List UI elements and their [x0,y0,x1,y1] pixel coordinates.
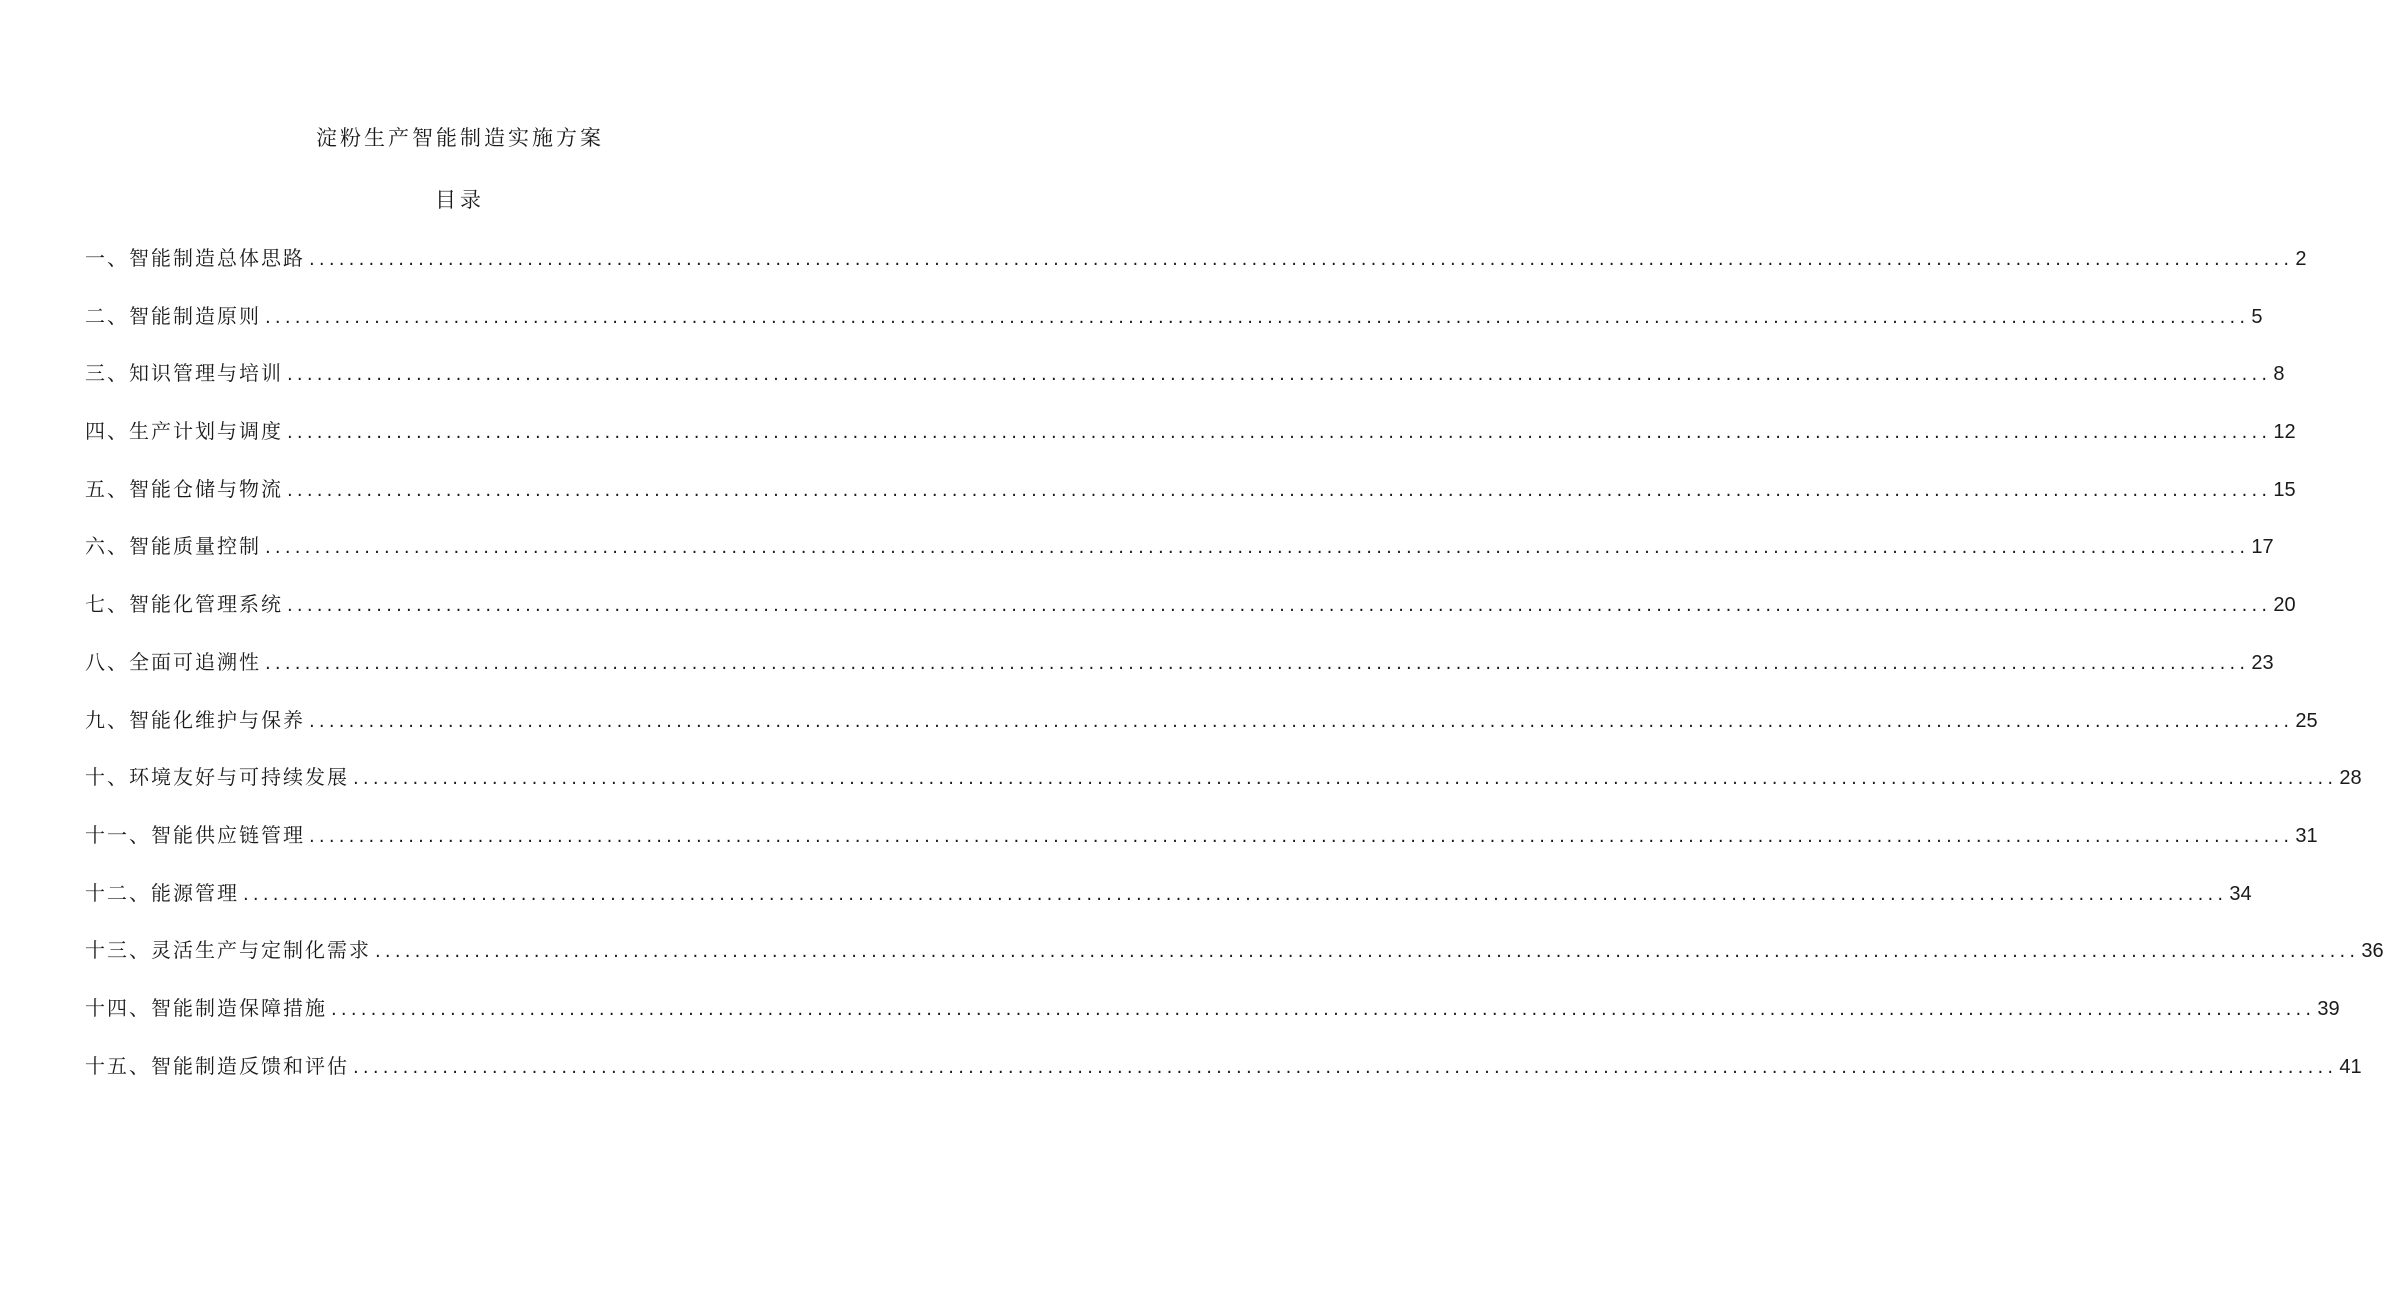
toc-dot-leader: ........................................................................................................................................................................................................ [265,306,2250,328]
toc-entry[interactable] [85,300,2263,358]
toc-page-number: 41 [2339,1055,2362,1078]
toc-entry[interactable] [85,704,2318,762]
toc-dot-leader: ........................................................................................................................................................................................................ [243,883,2228,905]
toc-dot-leader: ........................................................................................................................................................................................................ [287,364,2272,386]
toc-page-number: 12 [2273,421,2296,444]
toc-entry[interactable] [85,415,2296,473]
toc-entry-label: 十一、智能供应链管理 [85,822,305,847]
toc-dot-leader: ........................................................................................................................................................................................................ [287,422,2272,444]
toc-entry[interactable] [85,819,2318,877]
toc-dot-leader: ........................................................................................................................................................................................................ [331,998,2316,1020]
toc-entry-label: 三、知识管理与培训 [85,361,283,386]
toc-page-number: 31 [2295,824,2318,847]
toc-entry-label: 十五、智能制造反馈和评估 [85,1053,349,1078]
toc-entry-label: 八、全面可追溯性 [85,649,261,674]
toc-page-number: 36 [2361,940,2384,963]
toc-page-number: 25 [2295,709,2318,732]
toc-entry-label: 五、智能仓储与物流 [85,476,283,501]
toc-page-number: 8 [2273,363,2285,386]
toc-entry[interactable] [85,934,2384,992]
toc-entry[interactable] [85,646,2274,704]
toc-dot-leader: ........................................................................................................................................................................................................ [309,710,2294,732]
toc-dot-leader: ........................................................................................................................................................................................................ [265,537,2250,559]
toc-entry[interactable] [85,1050,2362,1108]
toc-entry-label: 二、智能制造原则 [85,303,261,328]
toc-dot-leader: ........................................................................................................................................................................................................ [353,1056,2338,1078]
toc-entry[interactable] [85,992,2340,1050]
toc-entry-label: 十三、灵活生产与定制化需求 [85,938,371,963]
toc-entry-label: 十、环境友好与可持续发展 [85,765,349,790]
toc-page-number: 39 [2317,997,2340,1020]
toc-page-number: 17 [2251,536,2274,559]
toc-entry-label: 四、生产计划与调度 [85,419,283,444]
toc-page-number: 20 [2273,594,2296,617]
toc-dot-leader: ........................................................................................................................................................................................................ [265,652,2250,674]
toc-entry[interactable] [85,242,2307,300]
toc-entry-label: 十四、智能制造保障措施 [85,995,327,1020]
toc-entry-label: 六、智能质量控制 [85,534,261,559]
toc-page-number: 15 [2273,478,2296,501]
toc-dot-leader: ........................................................................................................................................................................................................ [353,768,2338,790]
document-title: 淀粉生产智能制造实施方案 [316,126,604,150]
toc-page-number: 2 [2295,248,2307,270]
toc-page-number: 5 [2251,305,2263,328]
toc-entry[interactable] [85,877,2252,935]
toc-entry-label: 七、智能化管理系统 [85,592,283,617]
toc-dot-leader: ........................................................................................................................................................................................................ [375,941,2360,963]
toc-entry[interactable] [85,357,2285,415]
toc-dot-leader: ........................................................................................................................................................................................................ [287,479,2272,501]
toc-page-number: 28 [2339,767,2362,790]
toc-page-number: 23 [2251,651,2274,674]
toc-entry-label: 十二、能源管理 [85,880,239,905]
toc-entry[interactable] [85,761,2362,819]
toc-entry[interactable] [85,588,2296,646]
table-of-contents [85,242,2384,1107]
toc-entry-label: 九、智能化维护与保养 [85,707,305,732]
toc-entry[interactable] [85,530,2274,588]
toc-dot-leader: ........................................................................................................................................................................................................ [309,249,2294,270]
toc-entry-label: 一、智能制造总体思路 [85,246,305,270]
toc-entry[interactable] [85,473,2296,531]
toc-heading: 目录 [435,188,485,212]
toc-dot-leader: ........................................................................................................................................................................................................ [287,595,2272,617]
toc-dot-leader: ........................................................................................................................................................................................................ [309,825,2294,847]
toc-page-number: 34 [2229,882,2252,905]
